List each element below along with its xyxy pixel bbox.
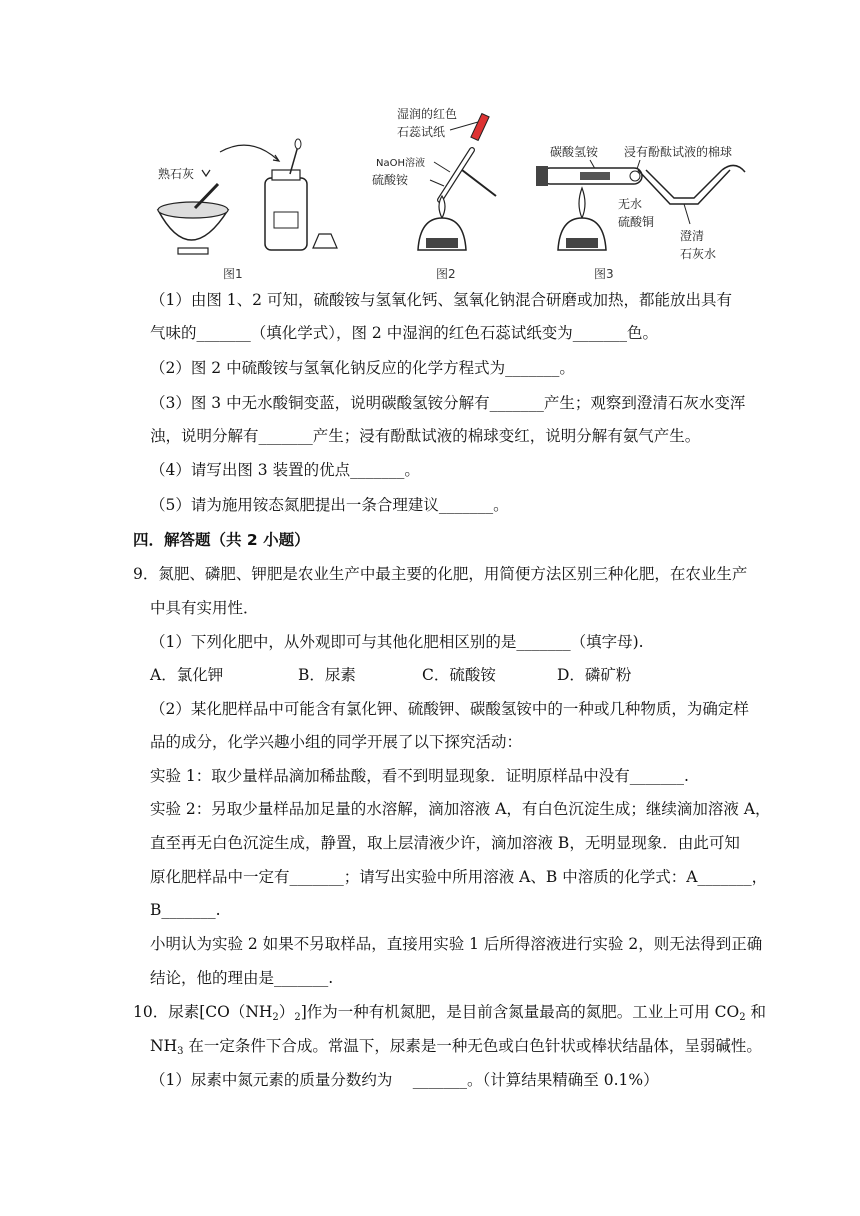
fig2-paper-label-1: 湿润的红色	[397, 107, 458, 121]
figure-1	[158, 139, 337, 281]
fig2-paper-label-2: 石蕊试纸	[397, 125, 446, 139]
fig3-caption: 图3	[594, 267, 614, 281]
flame-icon	[579, 188, 585, 218]
litmus-paper-icon	[471, 114, 489, 141]
q10-part1: （1）尿素中氮元素的质量分数约为 _______。（计算结果精确至 0.1%）	[150, 1071, 659, 1089]
curved-arrow-icon	[220, 145, 278, 160]
q9-experiment2-line1: 实验 2：另取少量样品加足量的水溶解，滴加溶液 A，有白色沉淀生成；继续滴加溶液 A，	[150, 800, 771, 818]
q8-part3-line2: 浊，说明分解有_______产生；浸有酚酞试液的棉球变红，说明分解有氨气产生。	[150, 427, 701, 445]
option-c: C．硫酸铵	[422, 666, 496, 684]
section-heading: 四．解答题（共 2 小题）	[133, 531, 310, 549]
fig3-salt-label: 碳酸氢铵	[550, 145, 599, 159]
q8-part4: （4）请写出图 3 装置的优点_______。	[150, 461, 420, 479]
q9-part2-line1: （2）某化肥样品中可能含有氯化钾、硫酸钾、碳酸氢铵中的一种或几种物质，为确定样	[150, 700, 749, 718]
q9-xiaoming-line2: 结论，他的理由是_______.	[150, 969, 334, 987]
fig2-salt-label: 硫酸铵	[372, 173, 409, 187]
fig1-caption: 图1	[223, 267, 243, 281]
q9-experiment2-line3: 原化肥样品中一定有_______；请写出实验中所用溶液 A、B 中溶质的化学式：A_______，	[150, 868, 768, 886]
fig3-cuso4-label-1: 无水	[618, 197, 643, 211]
fig3-lime-label-2: 石灰水	[680, 247, 717, 261]
stopper-icon	[313, 234, 337, 248]
q10-line2: $NH_3$ 在一定条件下合成。常温下，尿素是一种无色或白色针状或棒状结晶体，呈弱碱性。	[150, 1037, 762, 1057]
q9-experiment2-line2: 直至再无白色沉淀生成，静置，取上层清液少许，滴加溶液 B，无明显现象．由此可知	[150, 834, 740, 852]
q9-xiaoming-line1: 小明认为实验 2 如果不另取样品，直接用实验 1 后所得溶液进行实验 2，则无法得到正确	[150, 935, 763, 953]
fig2-caption: 图2	[436, 267, 456, 281]
q8-part2: （2）图 2 中硫酸铵与氢氧化钠反应的化学方程式为_______。	[150, 359, 575, 377]
figure-3	[536, 144, 745, 281]
figure-2	[372, 107, 496, 281]
q9-experiment1: 实验 1：取少量样品滴加稀盐酸，看不到明显现象．证明原样品中没有_______.	[150, 767, 689, 785]
q8-part1-line1: （1）由图 1、2 可知，硫酸铵与氢氧化钙、氢氧化钠混合研磨或加热，都能放出具有	[150, 291, 732, 309]
q8-part1-line2: 气味的_______（填化学式），图 2 中湿润的红色石蕊试纸变为_______色。	[150, 324, 658, 342]
sample-icon	[580, 172, 610, 180]
q10-line1: 10．尿素$[CO(NH_2)_2]$作为一种有机氮肥，是目前含氮量最高的氮肥。工业上可用 $CO_2$ 和	[133, 1003, 767, 1023]
fig1-lime-label: 熟石灰	[158, 167, 195, 181]
fig3-cotton-label: 浸有酚酞试液的棉球	[624, 145, 733, 159]
option-b: B．尿素	[298, 666, 356, 684]
arrow-icon	[202, 170, 210, 176]
q9-part2-line2: 品的成分，化学兴趣小组的同学开展了以下探究活动：	[150, 733, 523, 751]
q9-part1: （1）下列化肥中，从外观即可与其他化肥相区别的是_______（填字母).	[150, 633, 644, 651]
q9-intro-line2: 中具有实用性．	[150, 599, 259, 617]
q9-experiment2-line4: B_______.	[150, 901, 221, 919]
q9-intro-line1: 9．氮肥、磷肥、钾肥是农业生产中最主要的化肥，用简便方法区别三种化肥，在农业生产	[133, 565, 748, 583]
flame-icon	[439, 196, 445, 218]
option-d: D．磷矿粉	[557, 666, 632, 684]
fig3-lime-label-1: 澄清	[680, 229, 705, 243]
cotton-ball-icon	[630, 171, 640, 181]
q8-part3-line1: （3）图 3 中无水酸铜变蓝，说明碳酸氢铵分解有_______产生；观察到澄清石灰水变浑	[150, 394, 746, 412]
q8-part5: （5）请为施用铵态氮肥提出一条合理建议_______。	[150, 496, 509, 514]
experiment-figures	[150, 100, 790, 285]
fig3-cuso4-label-2: 硫酸铜	[618, 215, 655, 229]
figures-svg	[150, 100, 790, 285]
q9-options	[150, 664, 631, 686]
option-a: A．氯化钾	[150, 666, 224, 684]
clamp-icon	[462, 170, 496, 196]
fig2-naoh-label: NaOH溶液	[376, 158, 425, 169]
